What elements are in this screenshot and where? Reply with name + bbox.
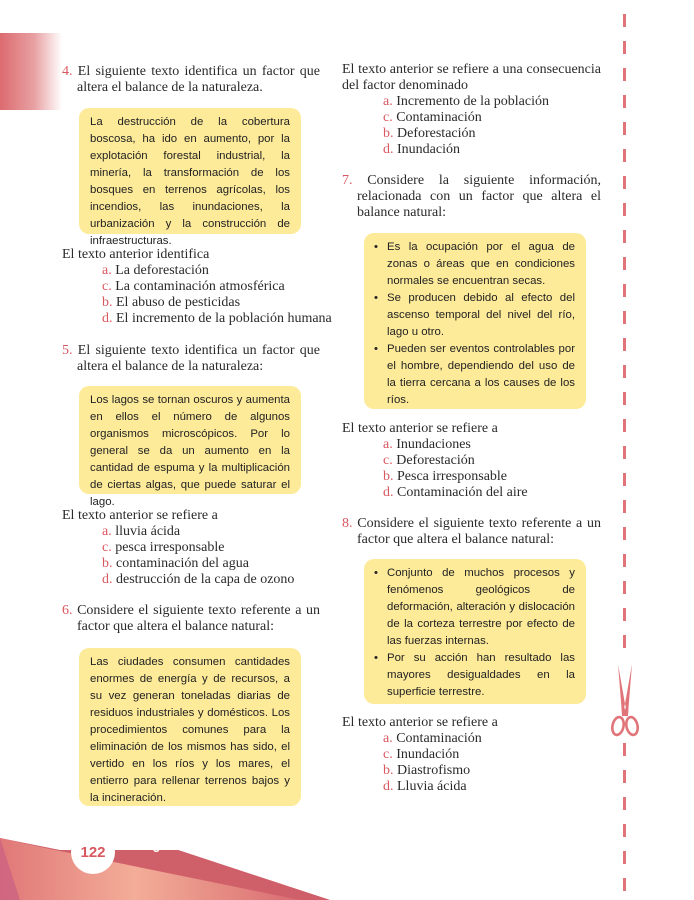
option-a[interactable]: a. Incremento de la población [383,94,549,109]
cut-line-dash [623,338,626,351]
option-b[interactable]: b. Diastrofismo [383,763,471,778]
cut-line-dash [623,68,626,81]
bullet-item: • Conjunto de muchos procesos y fenómenos geológicos de deformación, alteración y dislocación de la corteza terrestre por efecto de las fuerzas internas. [372,565,575,650]
question-prompt: 7. Considere la siguiente información, relacionada con un factor que altera el balance natural: [342,173,601,220]
bullet-item: • Se producen debido al efecto del ascenso temporal del nivel del río, lago u otro. [372,290,575,341]
question-5-text-box: Los lagos se tornan oscuros y aumenta en ellos el número de algunos organismos microscópicos. Por lo general se da un aumento en la cantidad de espuma y la multiplicación de ciertas algas, que puede saturar el lago. [79,386,301,494]
scissors-icon [608,664,642,740]
cut-line-dash [623,41,626,54]
option-c[interactable]: c. Deforestación [383,453,475,468]
question-6-options [383,94,549,158]
question-7 [342,173,601,221]
question-8-stem: El texto anterior se refiere a [342,715,498,730]
cut-line-dash [623,365,626,378]
option-d[interactable]: d. El incremento de la población humana [102,311,332,326]
option-d[interactable]: d. Inundación [383,142,460,157]
option-b[interactable]: b. Deforestación [383,126,476,141]
question-4-text-box: La destrucción de la cobertura boscosa, ha ido en aumento, por la explotación forestal industrial, la minería, la transformación de los bosques en terrenos agrícolas, los incendios, las inundaciones, la urbanización y la construcción de infraestructuras. [79,108,301,234]
option-b[interactable]: b. Pesca irresponsable [383,469,508,484]
cut-line-dash [623,743,626,756]
option-d[interactable]: d. Lluvia ácida [383,779,467,794]
cut-line-dash [623,203,626,216]
option-c[interactable]: c. pesca irresponsable [102,540,225,555]
cut-line-dash [623,14,626,27]
question-prompt: 8. Considere el siguiente texto referente a un factor que altera el balance natural: [342,516,601,547]
option-b[interactable]: b. El abuso de pesticidas [102,295,241,310]
option-d[interactable]: d. Contaminación del aire [383,485,528,500]
option-d[interactable]: d. destrucción de la capa de ozono [102,572,295,587]
question-7-options [383,437,528,501]
cut-line-dash [623,149,626,162]
cut-line-dash [623,176,626,189]
cut-line-dash [623,419,626,432]
cut-line-dash [623,554,626,567]
cut-line-dash [623,581,626,594]
cut-line-dash [623,500,626,513]
option-a[interactable]: a. La deforestación [102,263,209,278]
cut-line-dash [623,473,626,486]
bullet-item: • Por su acción han resultado las mayores desigualdades en la superficie terrestre. [372,650,575,701]
question-prompt: 4. El siguiente texto identifica un factor que altera el balance de la naturaleza. [62,64,321,95]
cut-line-dash [623,95,626,108]
cut-line-dash [623,635,626,648]
cut-line-dash [623,608,626,621]
cut-line-dash [623,122,626,135]
question-number: 8. [342,516,353,531]
option-a[interactable]: a. lluvia ácida [102,524,181,539]
bullet-item: • Es la ocupación por el agua de zonas o áreas que en condiciones normales se encuentran secas. [372,239,575,290]
question-prompt: 5. El siguiente texto identifica un factor que altera el balance de la naturaleza: [62,343,321,374]
question-number: 4. [62,64,73,79]
question-4-stem: El texto anterior identifica [62,247,210,262]
cut-line-dash [623,392,626,405]
question-number: 7. [342,173,353,188]
cut-line-dash [623,446,626,459]
question-7-stem: El texto anterior se refiere a [342,421,498,436]
question-number: 6. [62,603,73,618]
question-7-text-box [364,233,586,409]
book-title: Biología 11$^o$ [122,835,191,853]
cut-line-dash [623,311,626,324]
question-6-text-box: Las ciudades consumen cantidades enormes de energía y de recursos, a su vez generan toneladas diarias de residuos industriales y domésticos. Los procedimientos comunes para la eliminación de los mismos has sido, el vertido en los ríos y los mares, el entierro para rellenar terrenos bajos y la incineración. [79,648,301,806]
cut-line-dash [623,257,626,270]
option-c[interactable]: c. Contaminación [383,110,482,125]
option-a[interactable]: a. Inundaciones [383,437,471,452]
cut-line-dash [623,797,626,810]
question-5 [62,343,320,375]
question-6-stem: El texto anterior se refiere a una consecuencia del factor denominado [342,62,601,93]
cut-line-dash [623,527,626,540]
question-6 [62,603,320,635]
question-5-stem: El texto anterior se refiere a [62,508,218,523]
page-number: 122 [71,830,115,874]
question-8-text-box [364,559,586,704]
bullet-item: • Pueden ser eventos controlables por el hombre, dependiendo del uso de la tierra cercana a los causes de los ríos. [372,341,575,409]
cut-line-dash [623,230,626,243]
question-4-options [102,263,332,327]
option-b[interactable]: b. contaminación del agua [102,556,249,571]
option-a[interactable]: a. Contaminación [383,731,482,746]
cut-line-dash [623,770,626,783]
question-4 [62,64,320,96]
question-5-options [102,524,294,588]
question-number: 5. [62,343,73,358]
question-8-options [383,731,482,795]
question-8 [342,516,601,548]
option-c[interactable]: c. Inundación [383,747,460,762]
cut-line-dash [623,284,626,297]
option-c[interactable]: c. La contaminación atmosférica [102,279,285,294]
corner-decoration [0,33,62,110]
question-prompt: 6. Considere el siguiente texto referente a un factor que altera el balance natural: [62,603,320,634]
